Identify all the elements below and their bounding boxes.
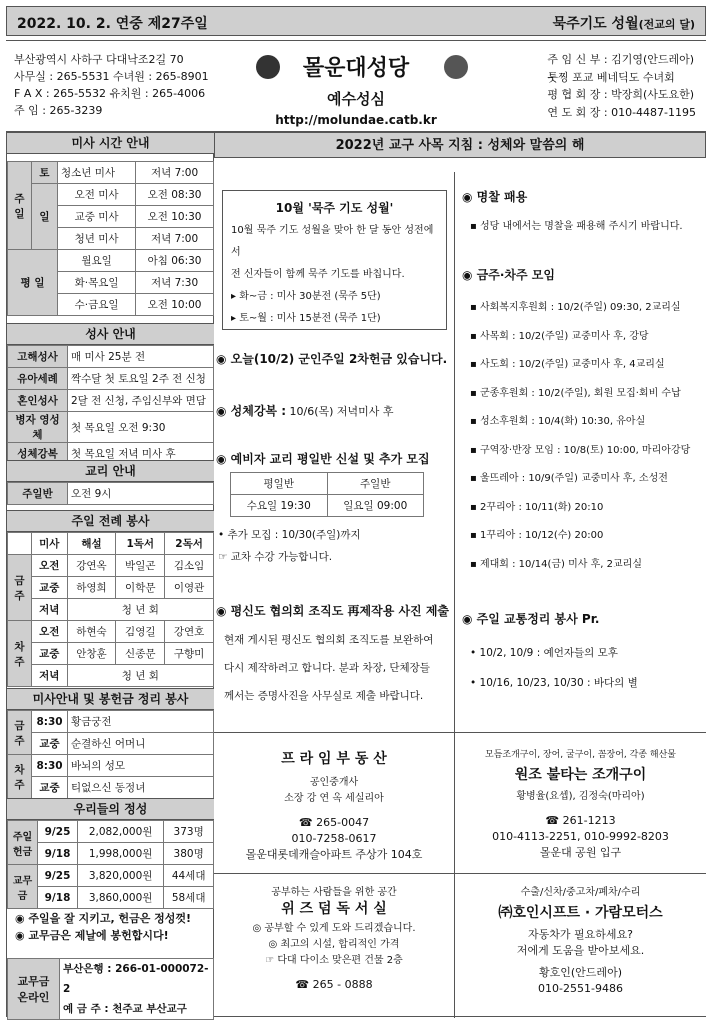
table-cell: 차주: [8, 621, 32, 687]
table-cell: 청년 미사: [58, 228, 136, 250]
table-cell: 티없으신 동정녀: [68, 777, 214, 799]
table-cell: 금주: [8, 711, 32, 755]
table-cell: 화·목요일: [58, 272, 136, 294]
table-cell: 9/18: [38, 887, 78, 909]
mass-table: [7, 161, 214, 316]
table-cell: 김영길: [116, 621, 165, 643]
photo-text: 현재 게시된 평신도 협의회 조직도를 보완하여 다시 제작하려고 합니다. 분과 차장, 단체장들 께서는 증명사진을 사무실로 제출 바랍니다.: [224, 634, 434, 702]
table-cell: 1독서: [116, 533, 165, 555]
table-cell: 토: [32, 162, 58, 184]
table-cell: 오전 미사: [58, 184, 136, 206]
table-cell: 해설: [67, 533, 116, 555]
table-cell: 이학문: [116, 577, 165, 599]
mass-title: 미사 시간 안내: [7, 132, 214, 154]
table-cell: 평일반: [231, 473, 328, 495]
service-table: [7, 532, 214, 687]
table-cell: 오전 10:00: [136, 294, 214, 316]
table-cell: 3,820,000원: [78, 865, 164, 887]
catechism-note: • 추가 모집 : 10/30(주일)까지 ☞ 교차 수강 가능합니다.: [218, 529, 361, 563]
table-cell: 교중: [32, 733, 68, 755]
table-cell: 강연옥: [67, 555, 116, 577]
meetings-list: ▪ 사회복지후원회 : 10/2(주일) 09:30, 2교리실 ▪ 사목회 : 10/2(주일) 교중미사 후, 강당 ▪ 사도회 : 10/2(주일) 교중미사 후, 4교리실 ▪ 군종후원회 : 10/2(주일), 회원 모집·회비 수납 ▪ 성소후원회 : 10/4(화) 10:30, 유아실 ▪ 구역장·반장 모임 : 10/8(토) 10:00, 마리아강당 ▪ 울뜨레아 : 10/9(주일) 교중미사 후, 소성전 ▪ 2꾸리아 : 10/11(화) 20:10 ▪ 1꾸리아 : 10/12(수) 20:00 ▪ 제대회 : 10/14(금) 미사 후, 2교리실: [470, 302, 691, 570]
table-cell: 380명: [164, 843, 214, 865]
offering-notes: ◉ 주일을 잘 지키고, 헌금은 정성껏! ◉ 교무금은 제날에 봉헌합시다!: [15, 912, 192, 942]
traffic-list: • 10/2, 10/9 : 예언자들의 모후 • 10/16, 10/23, 10/30 : 바다의 별: [470, 647, 638, 689]
table-cell: 저녁 7:30: [136, 272, 214, 294]
table-cell: 오전 10:30: [136, 206, 214, 228]
nametag-text: ▪ 성당 내에서는 명찰을 패용해 주시기 바랍니다.: [470, 221, 683, 232]
table-cell: 주 일: [8, 162, 32, 250]
table-cell: 매 미사 25분 전: [68, 346, 214, 368]
table-cell: 3,860,000원: [78, 887, 164, 909]
table-cell: 평 일: [8, 250, 58, 316]
table-cell: 혼인성사: [8, 390, 68, 412]
table-cell: 강연호: [165, 621, 214, 643]
table-cell: 저녁 7:00: [136, 162, 214, 184]
traffic-title: ◉ 주일 교통정리 봉사 Pr.: [462, 612, 600, 626]
table-cell: 저녁: [32, 665, 68, 687]
doctrine-table: [7, 482, 214, 505]
table-cell: 교중: [32, 643, 68, 665]
table-cell: 9/25: [38, 821, 78, 843]
table-cell: 2,082,000원: [78, 821, 164, 843]
table-cell: [8, 533, 32, 555]
notice-catechism: ◉ 예비자 교리 평일반 신설 및 추가 모집: [216, 452, 430, 466]
table-cell: 오전 9시: [68, 483, 214, 505]
table-cell: 월요일: [58, 250, 136, 272]
table-cell: 2독서: [165, 533, 214, 555]
table-cell: 안창훈: [67, 643, 116, 665]
notice-photo: ◉ 평신도 협의회 조직도 再제작용 사진 제출: [216, 604, 450, 618]
table-cell: 바뇌의 성모: [68, 755, 214, 777]
online-table: [7, 958, 214, 1020]
church-name: 몰운대성당: [302, 56, 410, 81]
guide-table: [7, 710, 214, 799]
table-cell: 58세대: [164, 887, 214, 909]
table-cell: 교무금: [8, 865, 38, 909]
rosary-box: 10월 '묵주 기도 성월' 10월 묵주 기도 성월을 맞아 한 달 동안 성전에서 전 신자들이 함께 묵주 기도를 바칩니다. ▸ 화~금 : 미사 30분전 (묵주 5단) ▸ 토~월 : 미사 15분전 (묵주 1단): [222, 190, 447, 330]
table-cell: 수·금요일: [58, 294, 136, 316]
table-cell: 교중 미사: [58, 206, 136, 228]
table-cell: 일: [32, 184, 58, 250]
emblem-icon: [256, 55, 280, 79]
meetings-title: ◉ 금주·차주 모임: [462, 268, 555, 282]
table-cell: 저녁 7:00: [136, 228, 214, 250]
ad-clam: 모듬조개구이, 장어, 굴구이, 꼼장어, 각종 해산물 원조 불타는 조개구이 황병율(요셉), 김정숙(마리아) ☎ 261-1213 010-4113-2251, 010-9992-8203 몰운대 공원 입구: [485, 750, 676, 859]
table-cell: 첫 목요일 저녁 미사 후: [68, 443, 214, 465]
table-cell: 9/18: [38, 843, 78, 865]
table-cell: 병자 영성체: [8, 412, 68, 443]
table-cell: 박일곤: [116, 555, 165, 577]
table-cell: 수요일 19:30: [231, 495, 328, 517]
table-cell: 저녁: [32, 599, 68, 621]
table-cell: 주일반: [8, 483, 68, 505]
table-cell: 성체강복: [8, 443, 68, 465]
table-cell: 하현숙: [67, 621, 116, 643]
left-column: [6, 132, 214, 1017]
table-cell: 청소년 미사: [58, 162, 136, 184]
offering-table: [7, 820, 214, 909]
table-cell: 부산은행 : 266-01-000072-2 예 금 주 : 천주교 부산교구: [60, 959, 214, 1020]
table-cell: 짝수달 첫 토요일 2주 전 신청: [68, 368, 214, 390]
ad-motors: 수출/신차/중고차/폐차/수리 ㈜호인시프트 · 가람모터스 자동차가 필요하세요? 저에게 도움을 받아보세요. 황호인(안드레아) 010-2551-9486: [498, 887, 663, 995]
table-cell: 김소임: [165, 555, 214, 577]
issue-date: 2022. 10. 2. 연중 제27주일: [17, 16, 208, 32]
table-cell: 주일헌금: [8, 821, 38, 865]
offering-title: 우리들의 정성: [7, 798, 214, 820]
sacrament-title: 성사 안내: [7, 323, 214, 345]
table-cell: 차주: [8, 755, 32, 799]
table-cell: 8:30: [32, 711, 68, 733]
guide-title: 미사안내 및 봉헌금 정리 봉사: [7, 688, 214, 710]
table-cell: 44세대: [164, 865, 214, 887]
table-cell: 교중: [32, 577, 68, 599]
table-cell: 오전: [32, 555, 68, 577]
ad-realty: 프 라 임 부 동 산 공인중개사 소장 강 연 옥 세실리아 ☎ 265-0047 010-7258-0617 몰운대롯데캐슬아파트 주상가 104호: [245, 751, 423, 861]
notice-military: ◉ 오늘(10/2) 군인주일 2차헌금 있습니다.: [216, 352, 448, 366]
nametag-title: ◉ 명찰 패용: [462, 190, 528, 204]
table-cell: 교무금 온라인: [8, 959, 60, 1020]
service-title: 주일 전례 봉사: [7, 510, 214, 532]
table-cell: 주일반: [327, 473, 424, 495]
table-cell: 1,998,000원: [78, 843, 164, 865]
church-subtitle: 예수성심: [327, 90, 385, 108]
table-cell: 교중: [32, 777, 68, 799]
table-cell: 황금궁전: [68, 711, 214, 733]
table-cell: 2달 전 신청, 주임신부와 면담: [68, 390, 214, 412]
table-cell: 구향미: [165, 643, 214, 665]
seal-icon: [444, 55, 468, 79]
table-cell: 하영희: [67, 577, 116, 599]
table-cell: 오전 08:30: [136, 184, 214, 206]
staff-block: 주 임 신 부 : 김기영(안드레아) 툿찡 포교 베네딕도 수녀회 평 협 회 장 : 박장희(사도요한) 연 도 회 장 : 010-4487-1195: [547, 53, 696, 119]
address-block: 부산광역시 사하구 다대낙조2길 70 사무실 : 265-5531 수녀원 : 265-8901 F A X : 265-5532 유치원 : 265-4006 주 임 : 265-3239: [14, 53, 209, 117]
table-cell: 첫 목요일 오전 9:30: [68, 412, 214, 443]
table-cell: 아침 06:30: [136, 250, 214, 272]
month-theme: 묵주기도 성월(전교의 달): [552, 16, 695, 32]
ads-area: [214, 732, 706, 1017]
table-cell: 금주: [8, 555, 32, 621]
table-cell: 고해성사: [8, 346, 68, 368]
table-cell: 미사: [32, 533, 68, 555]
table-cell: 이영관: [165, 577, 214, 599]
main-title: 2022년 교구 사목 지침 : 성체와 말씀의 해: [214, 132, 706, 158]
notice-adoration: ◉ 성체강복 : 10/6(목) 저녁미사 후: [216, 404, 394, 418]
top-bar: [6, 6, 706, 36]
table-cell: 8:30: [32, 755, 68, 777]
sacrament-table: [7, 345, 214, 465]
table-cell: 일요일 09:00: [327, 495, 424, 517]
table-cell: 오전: [32, 621, 68, 643]
column-divider: [454, 172, 455, 732]
table-cell: 청 년 회: [67, 665, 213, 687]
church-url: http://molundae.catb.kr: [275, 113, 437, 127]
table-cell: 373명: [164, 821, 214, 843]
table-cell: 청 년 회: [67, 599, 213, 621]
header: [6, 40, 706, 132]
catechism-table: [230, 472, 424, 517]
table-cell: 신종문: [116, 643, 165, 665]
table-cell: 순결하신 어머니: [68, 733, 214, 755]
main-column: [214, 132, 706, 732]
ad-studyroom: 공부하는 사람들을 위한 공간 위 즈 덤 독 서 실 ◎ 공부할 수 있게 도와 드리겠습니다. ◎ 최고의 시설, 합리적인 가격 ☞ 다대 다이소 맞은편 건물 2층 ☎ 265 - 0888: [252, 887, 416, 991]
doctrine-title: 교리 안내: [7, 460, 214, 482]
table-cell: 9/25: [38, 865, 78, 887]
table-cell: 유아세례: [8, 368, 68, 390]
